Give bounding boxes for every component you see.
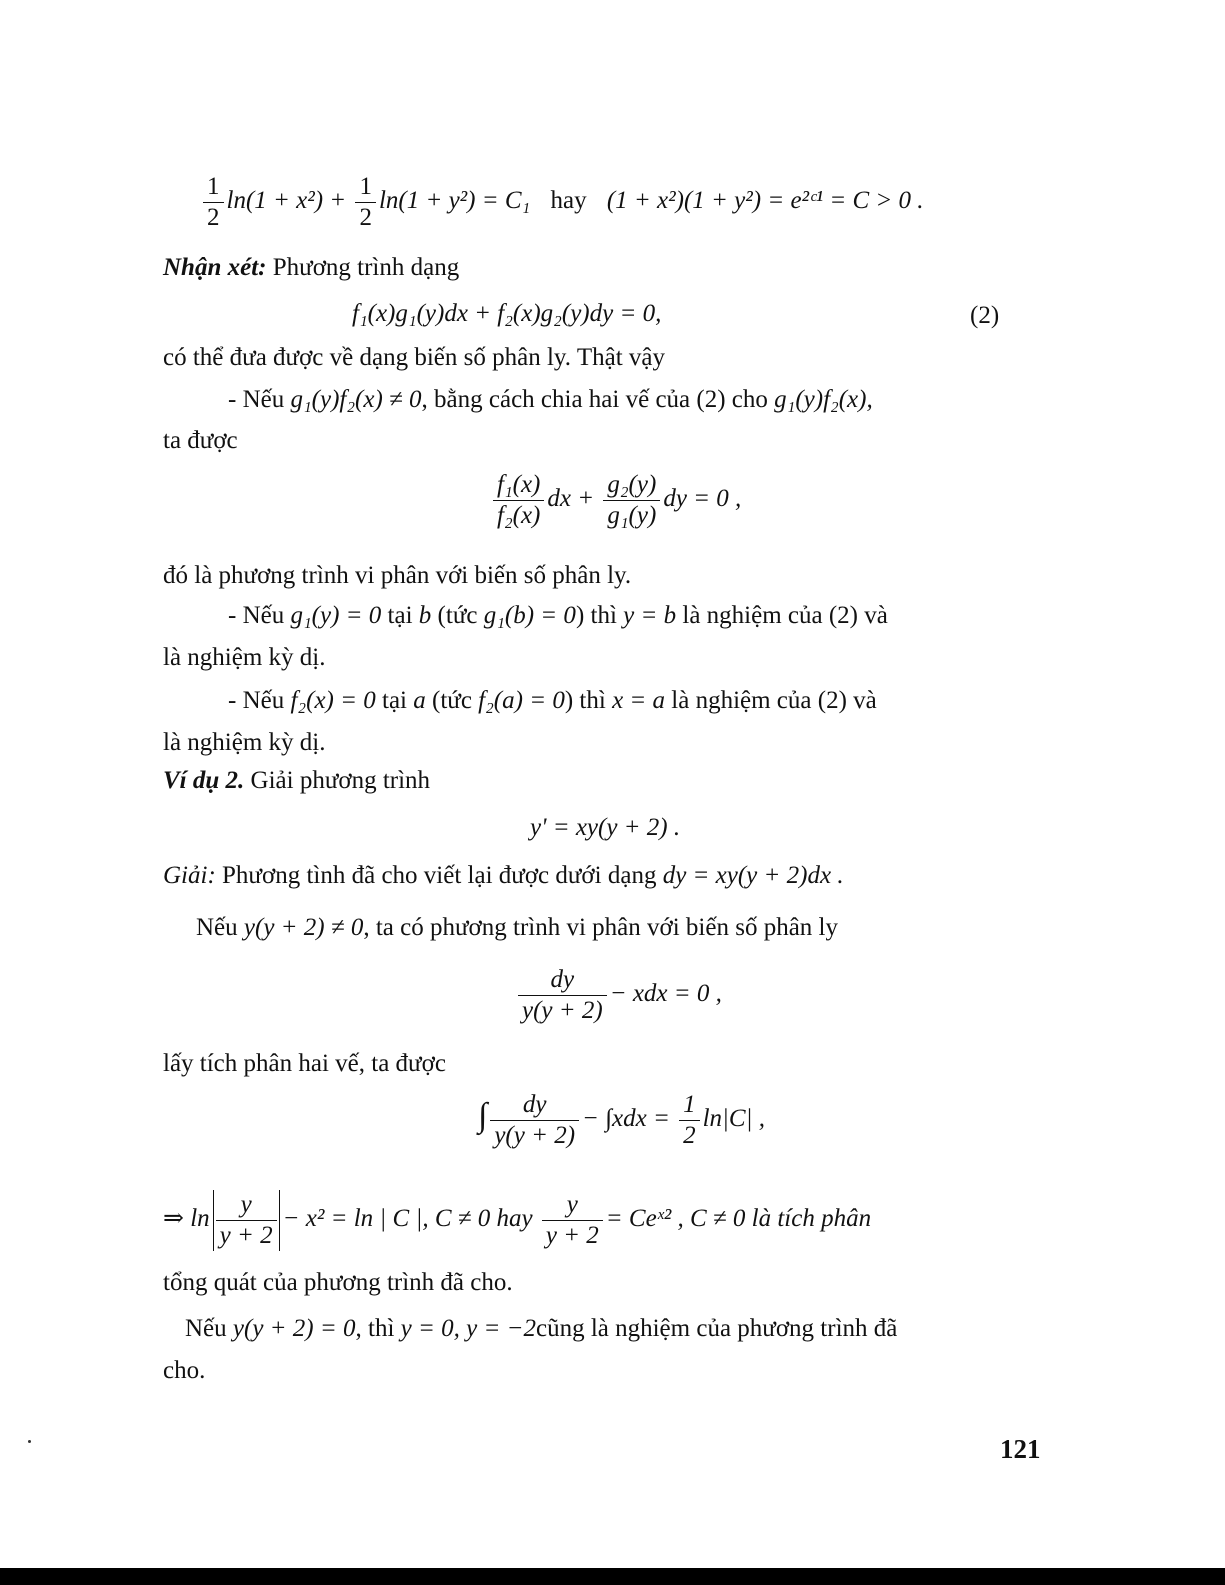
example-label: Ví dụ 2. (163, 767, 245, 794)
condition-line: Nếu y(y + 2) ≠ 0, ta có phương trình vi phân với biến số phân ly (196, 914, 838, 941)
remark-text: Phương trình dạng (272, 254, 460, 281)
example-heading: Ví dụ 2. Giải phương trình (163, 767, 431, 794)
paragraph-line: tổng quát của phương trình đã cho. (163, 1269, 513, 1296)
fraction: $\frac{dy}{y(y + 2)}$ (518, 965, 607, 1026)
equation-rhs: (1 + x²)(1 + y²) = e²ᶜ¹ = C > 0 . (606, 187, 924, 215)
paragraph-line: đó là phương trình vi phân với biến số phân ly. (163, 562, 632, 589)
word-hay: hay (550, 187, 587, 215)
final-line: Nếu y(y + 2) = 0, thì y = 0, y = −2cũng là nghiệm của phương trình đã (185, 1315, 898, 1342)
scan-speck (28, 1440, 31, 1443)
paragraph-line: là nghiệm kỳ dị. (163, 644, 326, 671)
fraction: $\frac{\text{g₂(y)}}{\text{g₁(y)}}$ (603, 470, 660, 531)
remark-label: Nhận xét: (163, 254, 267, 281)
example-equation: y' = xy(y + 2) . (530, 814, 681, 841)
equation-number: (2) (970, 302, 1000, 329)
paragraph-line: cho. (163, 1357, 206, 1384)
case-2-line: - Nếu g₁(y) = 0 tại b (tức g₁(b) = 0) thì y = b là nghiệm của (2) và (228, 602, 888, 629)
paragraph-line: là nghiệm kỳ dị. (163, 729, 326, 756)
ln-term-2: ln(1 + y²) = C₁ (378, 187, 531, 215)
page-number: 121 (1000, 1434, 1041, 1464)
result-equation: ⇒ ln $\frac{y}{y + 2}$ − x² = ln | C |, C ≠ 0 hay $\frac{y}{y + 2}$ = Ceˣ² , C ≠ 0 là tích phân (163, 1191, 872, 1249)
integral-equation: ∫ $\frac{dy}{y(y + 2)}$ − ∫xdx = $\frac{1}{2}$ ln|C| , (478, 1091, 765, 1149)
case-3-line: - Nếu f₂(x) = 0 tại a (tức f₂(a) = 0) thì x = a là nghiệm của (2) và (228, 687, 877, 714)
absolute-value: $\frac{y}{y + 2}$ (213, 1190, 280, 1251)
case-1-line: - Nếu g₁(y)f₂(x) ≠ 0, bằng cách chia hai vế của (2) cho g₁(y)f₂(x), (228, 386, 873, 413)
solution-label: Giải: (163, 862, 216, 889)
fraction-half: $\frac{1}{2}$ (203, 172, 224, 233)
paragraph-line: ta được (163, 427, 238, 454)
paragraph-line: lấy tích phân hai vế, ta được (163, 1050, 446, 1077)
separable-equation: $\frac{dy}{y(y + 2)}$ − xdx = 0 , (515, 965, 722, 1026)
fraction-half: $\frac{1}{2}$ (355, 172, 376, 233)
equation-2: f₁(x)g₁(y)dx + f₂(x)g₂(y)dy = 0, (352, 300, 662, 327)
separated-equation: $\frac{\text{f₁(x)}}{\text{f₂(x)}}$ dx + $\frac{\text{g₂(y)}}{\text{g₁(y)}}$ dy = 0 , (490, 470, 741, 531)
fraction: $\frac{y}{y + 2}$ (542, 1190, 603, 1251)
solution-line: Giải: Phương tình đã cho viết lại được dưới dạng dy = xy(y + 2)dx . (163, 862, 844, 889)
fraction-half: $\frac{1}{2}$ (679, 1090, 700, 1151)
fraction: $\frac{\text{f₁(x)}}{\text{f₂(x)}}$ (493, 470, 544, 531)
equation-top (200, 172, 924, 233)
remark-line (163, 252, 459, 283)
paragraph-line: có thể đưa được về dạng biến số phân ly. Thật vậy (163, 344, 665, 371)
fraction: $\frac{dy}{y(y + 2)}$ (490, 1090, 579, 1151)
scan-border (0, 1568, 1225, 1585)
ln-term-1: ln(1 + x²) + (226, 187, 347, 215)
